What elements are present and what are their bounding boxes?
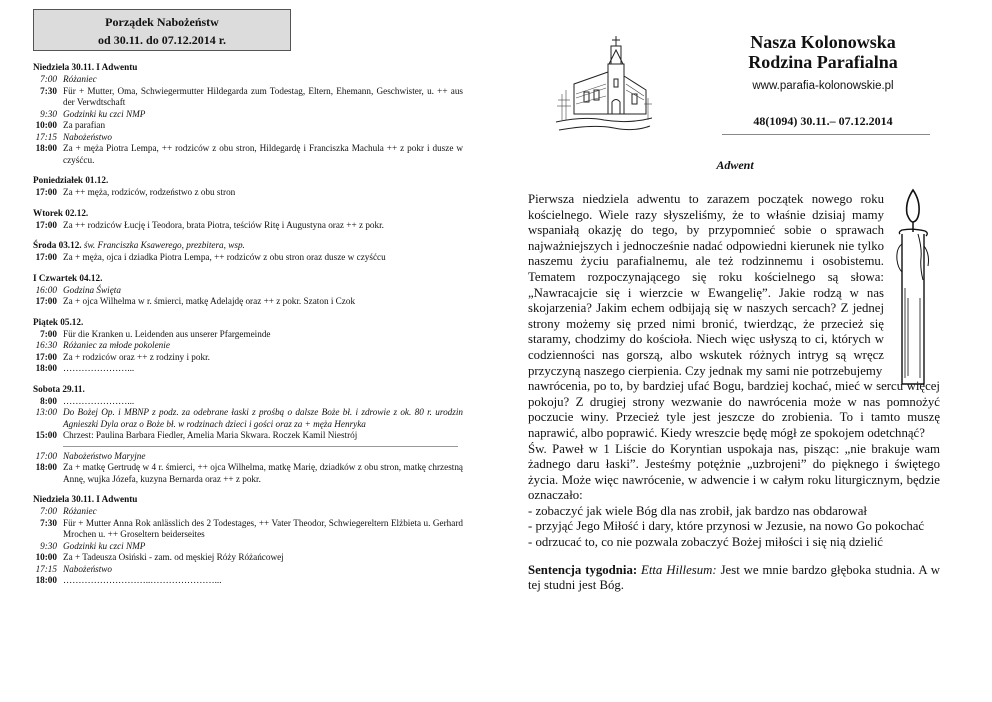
day-title-main: I Czwartek 04.12. — [33, 272, 103, 283]
service-time: 8:00 — [40, 395, 57, 406]
article-paragraph-1: Pierwsza niedziela adwentu to zarazem początek nowego roku kościelnego. Wiele razy słyszeliśmy, że to właśnie dzisiaj mamy wspaniałą okazję do tego, by przypomnieć sobie o sprawach najważniejszych i jednocześnie nadać odpowiedni kierunek nie tylko naszemu życiu parafialnemu, ale też rodzinnemu i osobistemu. Tematem rozpoczynającego się roku kościelnego są słowa: „Nawracajcie się i wierzcie w Ewangelię”. Jakie rodzą w nas skojarzenia? Jakim echem odbijają się w naszych sercach? Z jednej strony możemy się przed nimi bronić, twierdząc, że przecież się staramy, chodzimy do kościoła. Niech więc usłyszą to ci, których w codzienności nas gorszą, albo wskutek różnych intryg są wręcz przyczyną naszego cierpienia. Czy jednak my sami nie potrzebujemy — [528, 192, 884, 378]
service-intention: Za ++ rodziców Łucję i Teodora, brata Piotra, teściów Ritę i Augustyna oraz ++ z pokr. — [63, 219, 384, 230]
title-line-1: Nasza Kolonowska — [750, 32, 896, 52]
service-intention: …………………... — [63, 395, 135, 406]
service-intention: Godzinki ku czci NMP — [63, 108, 146, 119]
article-bullet: - odrzucać to, co nie pozwala zobaczyć Bożej miłości i się nią dzielić — [528, 535, 883, 550]
service-time: 16:30 — [35, 340, 57, 350]
service-intention: Różaniec za młode pokolenie — [63, 340, 170, 350]
service-time: 7:30 — [40, 517, 57, 528]
service-time: 7:00 — [40, 506, 57, 516]
schedule-day — [33, 61, 463, 166]
day-title-main: Sobota 29.11. — [33, 383, 85, 394]
schedule-day — [33, 316, 463, 375]
service-row — [33, 329, 463, 341]
article-title: Adwent — [716, 158, 754, 172]
day-title-main: Niedziela 30.11. I Adwentu — [33, 494, 138, 504]
schedule-day — [33, 174, 463, 199]
service-intention: Für die Kranken u. Leidenden aus unserer Pfargemeinde — [63, 328, 271, 339]
service-intention: Za ++ męża, rodziców, rodzeństwo z obu stron — [63, 187, 236, 197]
service-row — [33, 552, 463, 564]
service-row — [33, 575, 463, 587]
service-intention: Za + rodziców oraz ++ z rodziny i pokr. — [63, 351, 210, 362]
day-title — [33, 493, 463, 505]
service-row — [33, 396, 463, 408]
service-row — [33, 74, 463, 86]
church-drawing-icon — [554, 34, 654, 136]
service-row — [33, 506, 463, 518]
service-time: 10:00 — [35, 120, 57, 130]
service-time: 17:00 — [35, 219, 57, 230]
day-title — [33, 239, 463, 251]
schedule-list — [33, 61, 463, 595]
service-row — [33, 132, 463, 144]
service-row — [33, 430, 463, 442]
service-time: 10:00 — [35, 552, 57, 562]
service-intention: Za + matkę Gertrudę w 4 r. śmierci, ++ ojca Wilhelma, matkę Marię, dziadków z obu stron, matkę chrzestną Annę, wujka Józefa, kuzyna Bernarda oraz ++ z pokr. — [63, 462, 463, 484]
service-time: 7:00 — [40, 74, 57, 84]
schedule-day — [33, 272, 463, 308]
service-row — [33, 143, 463, 166]
sentence-label: Sentencja tygodnia: — [528, 562, 638, 577]
service-row — [33, 120, 463, 132]
service-intention: Für + Mutter, Oma, Schwiegermutter Hildegarda zum Todestag, Eltern, Ehemann, Geschwister, u. ++ aus der Verwdtschaft — [63, 85, 463, 107]
service-row — [33, 86, 463, 109]
service-intention: Za + męża Piotra Lempa, ++ rodziców z obu stron, Hildegardę i Franciszka Machula ++ z pokr i dusze w czyśćcu. — [63, 143, 463, 165]
day-title — [33, 383, 463, 395]
service-intention: Za + Tadeusza Osiński - zam. od męskiej Róży Różańcowej — [63, 552, 284, 562]
day-title-main: Niedziela 30.11. I Adwentu — [33, 62, 138, 72]
article-paragraph-2: nawrócenia, po to, by bardziej ufać Bogu, bardziej kochać, mieć w sercu więcej pokoju? Z drugiej strony wezwanie do nawrócenia może w nas pomnożyć poczucie winy. Przecież tyle jest jeszcze do zrobienia. To i tamto muszę naprawić, albo poprawić. Kiedy wreszcie będę mógł ze spokojem odetchnąć? — [528, 379, 940, 440]
day-title — [33, 316, 463, 328]
service-row — [33, 285, 463, 297]
day-title — [33, 174, 463, 186]
service-intention: Różaniec — [63, 74, 97, 84]
article-body — [528, 192, 940, 594]
day-title — [33, 207, 463, 219]
schedule-day — [33, 207, 463, 232]
newsletter-title — [708, 32, 938, 72]
article-bullet: - zobaczyć jak wiele Bóg dla nas zrobił, jak bardzo nas obdarował — [528, 503, 867, 518]
service-time: 18:00 — [35, 462, 57, 472]
service-intention: Godzinki ku czci NMP — [63, 540, 146, 551]
service-row — [33, 518, 463, 541]
day-title-main: Wtorek 02.12. — [33, 207, 89, 218]
service-time: 16:00 — [35, 284, 57, 295]
service-intention: Nabożeństwo — [63, 131, 113, 142]
service-intention: Za parafian — [63, 120, 106, 130]
service-time: 18:00 — [35, 575, 57, 585]
service-time: 17:00 — [35, 252, 57, 262]
day-title-main: Środa 03.12. — [33, 240, 82, 250]
service-intention: …………………... — [63, 363, 135, 373]
service-time: 17:00 — [35, 450, 57, 461]
service-row — [33, 296, 463, 308]
day-title-main: Piątek 05.12. — [33, 316, 84, 327]
service-intention: Różaniec — [63, 506, 97, 516]
service-intention: Chrzest: Paulina Barbara Fiedler, Amelia Maria Skwara. Roczek Kamil Niestrój — [63, 430, 358, 440]
schedule-day — [33, 239, 463, 264]
schedule-header — [33, 9, 291, 51]
service-row — [33, 363, 463, 375]
service-intention: Godzina Święta — [63, 284, 121, 295]
service-intention: Für + Mutter Anna Rok anlässlich des 2 Todestages, ++ Vater Theodor, Schwiegereltern Elżbieta u. Gerhard Mrochen u. ++ Groseltern beiderseites — [63, 517, 463, 539]
service-time: 9:30 — [40, 108, 57, 119]
service-time: 13:00 — [35, 407, 57, 417]
schedule-divider — [63, 446, 458, 447]
service-time: 7:30 — [40, 85, 57, 96]
service-time: 18:00 — [35, 143, 57, 153]
masthead-divider — [722, 134, 930, 135]
service-time: 17:15 — [35, 563, 57, 574]
service-row — [33, 252, 463, 264]
service-row — [33, 451, 463, 463]
service-intention: Nabożeństwo Maryjne — [63, 450, 146, 461]
parish-url[interactable]: www.parafia-kolonowskie.pl — [752, 80, 894, 92]
article-bullet: - przyjąć Jego Miłość i dary, które przynosi w Jezusie, na nowo Go pokochać — [528, 519, 925, 534]
service-time: 17:00 — [35, 296, 57, 306]
day-title — [33, 61, 463, 73]
sentence-author: Etta Hillesum: — [641, 562, 717, 577]
article-paragraph-3: Św. Paweł w 1 Liście do Koryntian uspokaja nas, pisząc: „nie brakuje wam żadnego daru łaski”. Jesteśmy potężnie „uzbrojeni” do pięknego i świętego życia. Może więc nawrócenie, w adwencie i w całym roku liturgicznym, będzie oznaczało: — [528, 441, 940, 503]
issue-number: 48(1094) 30.11.– 07.12.2014 — [753, 114, 893, 128]
service-row — [33, 187, 463, 199]
schedule-dates: od 30.11. do 07.12.2014 r. — [98, 33, 226, 47]
service-row — [33, 340, 463, 352]
sentence-text: Jest we mnie bardzo głęboka studnia. A w tej studni jest Bóg. — [528, 562, 941, 593]
service-row — [33, 462, 463, 485]
day-title — [33, 272, 463, 284]
service-row — [33, 407, 463, 430]
title-line-2: Rodzina Parafialna — [748, 52, 898, 72]
day-title-saint: św. Franciszka Ksawerego, prezbitera, wsp. — [81, 240, 245, 250]
weekly-sentence — [528, 563, 940, 594]
service-time: 7:00 — [40, 328, 57, 339]
service-intention: ………………………..…………………... — [63, 575, 222, 585]
schedule-day — [33, 383, 463, 486]
service-time: 18:00 — [35, 363, 57, 373]
service-intention: Do Bożej Op. i MBNP z podz. za odebrane łaski z prośbą o dalsze Boże bł. i zdrowie z ok. 80 r. urodzin Agnieszki Dyla oraz o Boże bł. w rodzinach dzieci i gości oraz za + męża Henryka — [63, 407, 463, 429]
schedule-day — [33, 493, 463, 587]
service-row — [33, 220, 463, 232]
service-time: 17:15 — [35, 131, 57, 142]
service-row — [33, 352, 463, 364]
schedule-title: Porządek Nabożeństw — [105, 15, 219, 29]
service-time: 9:30 — [40, 540, 57, 551]
service-time: 17:00 — [35, 351, 57, 362]
day-title-main: Poniedziałek 01.12. — [33, 175, 109, 185]
service-row — [33, 564, 463, 576]
service-row — [33, 109, 463, 121]
service-intention: Nabożeństwo — [63, 563, 113, 574]
service-row — [33, 541, 463, 553]
service-intention: Za + ojca Wilhelma w r. śmierci, matkę Adelajdę oraz ++ z pokr. Szaton i Czok — [63, 296, 356, 306]
service-intention: Za + męża, ojca i dziadka Piotra Lempa, ++ rodziców z obu stron oraz dusze w czyśćcu — [63, 252, 386, 262]
service-time: 15:00 — [35, 430, 57, 440]
service-time: 17:00 — [35, 187, 57, 197]
